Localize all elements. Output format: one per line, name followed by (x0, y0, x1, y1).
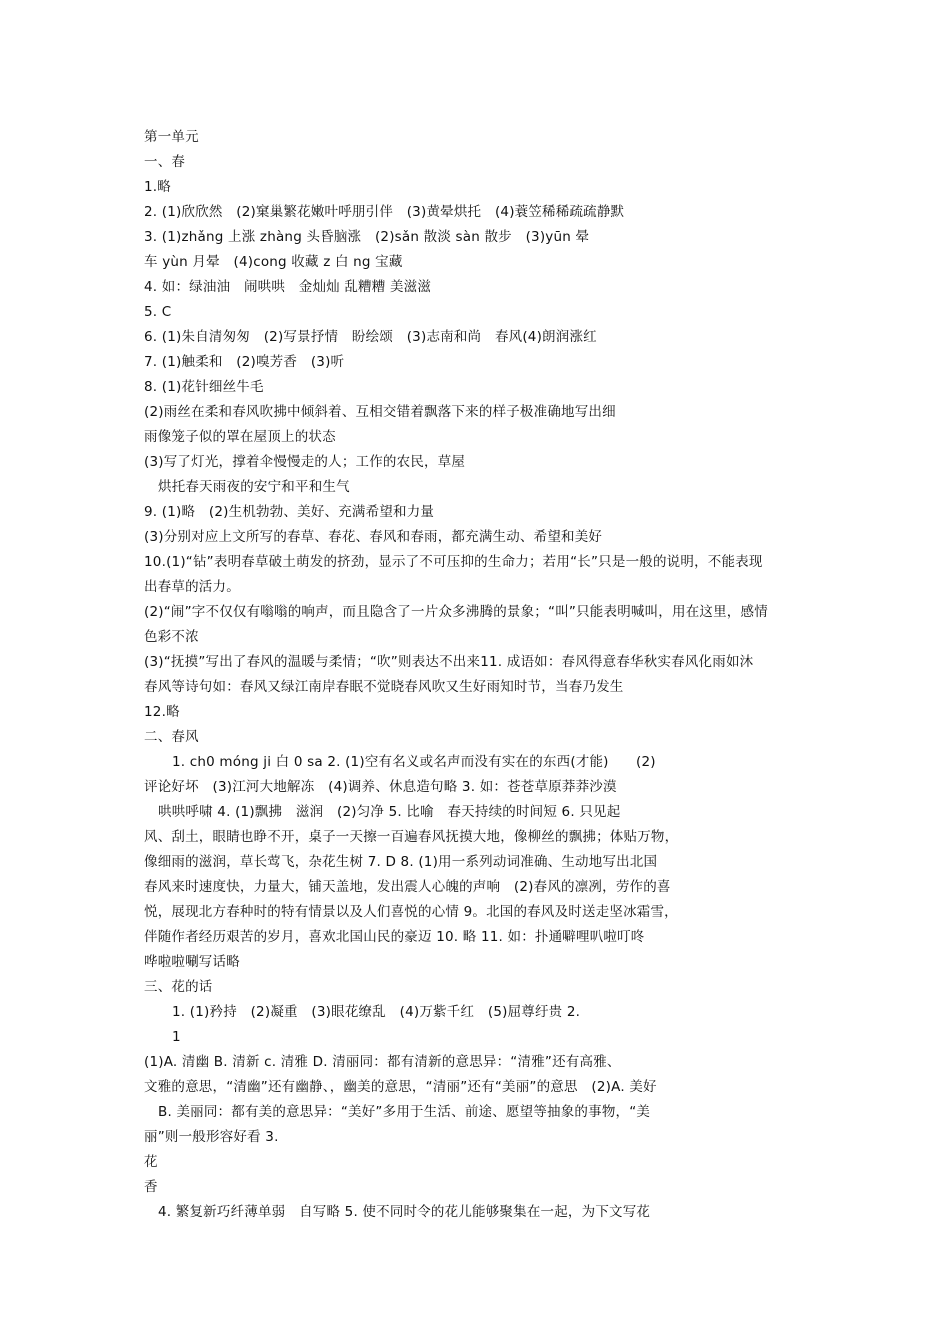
text-line: 春风等诗句如：春风又绿江南岸春眠不觉晓春风吹又生好雨知时节，当春乃发生 (144, 679, 624, 695)
text-line: 8. (1)花针细丝牛毛 (144, 379, 264, 395)
text-line: 1. ch0 móng ji 白 0 sa 2. (1)空有名义或名声而没有实在的东西(才能) (2) (172, 754, 656, 770)
text-line: 9. (1)略 (2)生机勃勃、美好、充满希望和力量 (144, 504, 435, 520)
text-line: (2)“闹”字不仅仅有嗡嗡的响声，而且隐含了一片众多沸腾的景象；“叫”只能表明喊叫，用在这里，感情 (144, 604, 768, 620)
text-line: 1.略 (144, 179, 171, 195)
text-line: 4. 如：绿油油 闹哄哄 金灿灿 乱糟糟 美滋滋 (144, 279, 432, 295)
text-line: 评论好坏 (3)江河大地解冻 (4)调养、休息造句略 3. 如：苍苍草原莽莽沙漠 (144, 779, 617, 795)
text-line: 4. 繁复新巧纤薄单弱 自写略 5. 使不同时令的花儿能够聚集在一起，为下文写花 (158, 1204, 651, 1220)
text-line: 哗啦啦唰写话略 (144, 954, 240, 970)
text-line: 3. (1)zhǎng 上涨 zhàng 头昏脑涨 (2)sǎn 散淡 sàn 散步 (3)yūn 晕 (144, 229, 590, 245)
text-line: 丽”则一般形容好看 3. (144, 1129, 279, 1145)
section-heading: 一、春 (144, 154, 186, 170)
text-line: (3)分别对应上文所写的春草、春花、春风和春雨，都充满生动、希望和美好 (144, 529, 603, 545)
text-line: 车 yùn 月晕 (4)cong 收藏 z 白 ng 宝藏 (144, 254, 403, 270)
text-line: 10.(1)“钻”表明春草破土萌发的挤劲，显示了不可压抑的生命力；若用“长”只是一般的说明，不能表现 (144, 554, 763, 570)
text-line: 花 (144, 1154, 158, 1170)
text-line: 伴随作者经历艰苦的岁月，喜欢北国山民的豪迈 10. 略 11. 如：扑通噼哩叭啦叮咚 (144, 929, 645, 945)
text-line: (1)A. 清幽 B. 清新 c. 清雅 D. 清丽同：都有清新的意思异：“清雅”还有高雅、 (144, 1054, 621, 1070)
text-line: 2. (1)欣欣然 (2)窠巢繁花嫩叶呼朋引伴 (3)黄晕烘托 (4)蓑笠稀稀疏疏静默 (144, 204, 625, 220)
text-line: 香 (144, 1179, 158, 1195)
text-line: 出春草的活力。 (144, 579, 240, 595)
text-line: (2)雨丝在柔和春风吹拂中倾斜着、互相交错着飘落下来的样子极准确地写出细 (144, 404, 616, 420)
section-heading: 二、春风 (144, 729, 199, 745)
text-line: 5. C (144, 304, 172, 320)
text-line: 春风来时速度快，力量大，铺天盖地，发出震人心魄的声响 (2)春风的凛冽，劳作的喜 (144, 879, 671, 895)
unit-title: 第一单元 (144, 129, 199, 145)
text-line: 雨像笼子似的罩在屋顶上的状态 (144, 429, 336, 445)
text-line: 1. (1)矜持 (2)凝重 (3)眼花缭乱 (4)万紫千红 (5)屈尊纡贵 2. (172, 1004, 581, 1020)
text-line: 风、刮土，眼睛也睁不开，桌子一天擦一百遍春风抚摸大地，像柳丝的飘拂；体贴万物， (144, 829, 679, 845)
text-line: (3)“抚摸”写出了春风的温暖与柔情；“吹”则表达不出来11. 成语如：春风得意春华秋实春风化雨如沐 (144, 654, 754, 670)
text-line: 7. (1)触柔和 (2)嗅芳香 (3)听 (144, 354, 345, 370)
text-line: 1 (172, 1029, 181, 1045)
text-line: 12.略 (144, 704, 180, 720)
text-line: 像细雨的滋润，草长莺飞，杂花生树 7. D 8. (1)用一系列动词准确、生动地写出北国 (144, 854, 658, 870)
text-line: 色彩不浓 (144, 629, 199, 645)
text-line: 烘托春天雨夜的安宁和平和生气 (158, 479, 350, 495)
text-line: 文雅的意思，“清幽”还有幽静、，幽美的意思，“清丽”还有“美丽”的意思 (2)A. 美好 (144, 1079, 657, 1095)
text-line: B. 美丽同：都有美的意思异：“美好”多用于生活、前途、愿望等抽象的事物，“美 (158, 1104, 651, 1120)
text-line: 悦，展现北方春种时的特有情景以及人们喜悦的心情 9。北国的春风及时送走坚冰霜雪， (144, 904, 678, 920)
text-line: 6. (1)朱自清匆匆 (2)写景抒情 盼绘颂 (3)志南和尚 春风(4)朗润涨红 (144, 329, 597, 345)
text-line: 哄哄呼啸 4. (1)飘拂 滋润 (2)匀净 5. 比喻 春天持续的时间短 6. 只见起 (158, 804, 621, 820)
section-heading: 三、花的话 (144, 979, 213, 995)
text-line: (3)写了灯光，撑着伞慢慢走的人；工作的农民，草屋 (144, 454, 466, 470)
